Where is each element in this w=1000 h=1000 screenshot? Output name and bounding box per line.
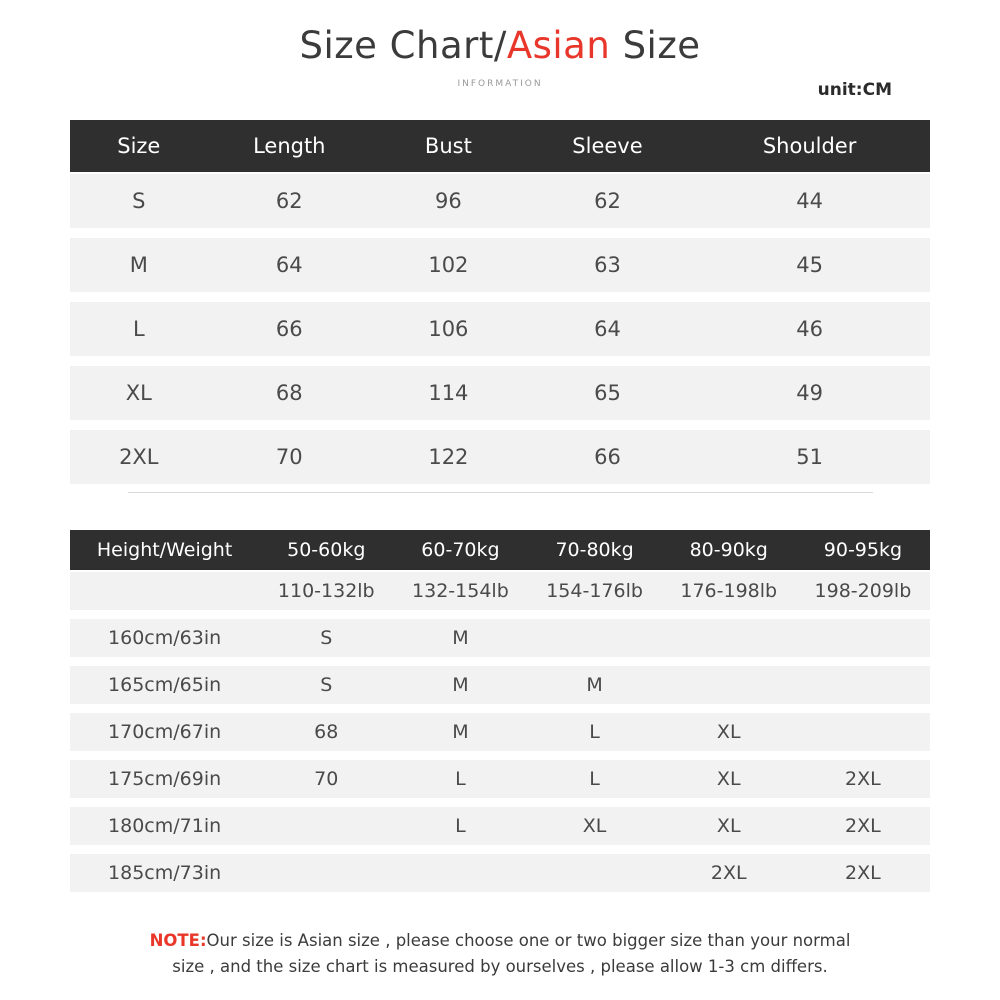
table-row: [70, 850, 930, 897]
column-header-bust: Bust: [371, 120, 526, 173]
title-accent: Asian: [506, 24, 611, 67]
column-header-50-60kg: 50-60kg: [259, 530, 393, 571]
column-header-90-95kg: 90-95kg: [796, 530, 930, 571]
table-row: [70, 425, 930, 489]
unit-label: unit:CM: [817, 80, 892, 100]
table-header-row: [70, 120, 930, 173]
cell-fit: M: [393, 709, 527, 756]
cell-length: 70: [208, 425, 371, 489]
cell-lb-50-60: 110-132lb: [259, 571, 393, 615]
cell-fit: [393, 850, 527, 897]
column-header-60-70kg: 60-70kg: [393, 530, 527, 571]
table-row: [70, 803, 930, 850]
note-line-2: size , and the size chart is measured by ourselves , please allow 1-3 cm differs.: [172, 956, 828, 976]
cell-bust: 106: [371, 297, 526, 361]
cell-bust: 114: [371, 361, 526, 425]
cell-length: 64: [208, 233, 371, 297]
column-header-shoulder: Shoulder: [689, 120, 930, 173]
cell-fit: S: [259, 662, 393, 709]
table-row: [70, 361, 930, 425]
cell-fit: 70: [259, 756, 393, 803]
cell-fit: M: [528, 662, 662, 709]
cell-shoulder: 45: [689, 233, 930, 297]
cell-shoulder: 46: [689, 297, 930, 361]
cell-lb-70-80: 154-176lb: [528, 571, 662, 615]
cell-fit: M: [393, 615, 527, 662]
column-header-size: Size: [70, 120, 208, 173]
column-header-length: Length: [208, 120, 371, 173]
cell-size: S: [70, 173, 208, 233]
column-header-70-80kg: 70-80kg: [528, 530, 662, 571]
column-header-80-90kg: 80-90kg: [662, 530, 796, 571]
column-header-height-weight: Height/Weight: [70, 530, 259, 571]
cell-shoulder: 49: [689, 361, 930, 425]
cell-fit: L: [393, 803, 527, 850]
cell-fit: [796, 709, 930, 756]
cell-fit: L: [393, 756, 527, 803]
cell-fit: [662, 615, 796, 662]
table-row: [70, 173, 930, 233]
cell-bust: 122: [371, 425, 526, 489]
title-text: [0, 26, 1000, 67]
cell-fit: S: [259, 615, 393, 662]
table-row: [70, 662, 930, 709]
cell-fit: 2XL: [662, 850, 796, 897]
cell-fit: XL: [662, 756, 796, 803]
cell-empty: [70, 571, 259, 615]
title-part2: Size: [610, 24, 701, 67]
cell-height: 185cm/73in: [70, 850, 259, 897]
cell-size: M: [70, 233, 208, 297]
cell-bust: 96: [371, 173, 526, 233]
table-row: [70, 756, 930, 803]
cell-length: 66: [208, 297, 371, 361]
cell-sleeve: 66: [526, 425, 689, 489]
column-header-sleeve: Sleeve: [526, 120, 689, 173]
cell-sleeve: 65: [526, 361, 689, 425]
cell-fit: 2XL: [796, 803, 930, 850]
table-row: [70, 709, 930, 756]
cell-height: 170cm/67in: [70, 709, 259, 756]
table-header-row: [70, 530, 930, 571]
note-line-1: Our size is Asian size , please choose one or two bigger size than your normal: [206, 931, 851, 950]
cell-fit: XL: [662, 709, 796, 756]
cell-lb-60-70: 132-154lb: [393, 571, 527, 615]
cell-fit: XL: [662, 803, 796, 850]
cell-bust: 102: [371, 233, 526, 297]
page-title: [0, 0, 1000, 89]
cell-fit: M: [393, 662, 527, 709]
table-row: [70, 233, 930, 297]
cell-length: 62: [208, 173, 371, 233]
cell-sleeve: 64: [526, 297, 689, 361]
cell-fit: [662, 662, 796, 709]
cell-fit: [259, 803, 393, 850]
table-row: [70, 615, 930, 662]
cell-size: XL: [70, 361, 208, 425]
cell-fit: [528, 615, 662, 662]
note-label: NOTE:: [149, 931, 207, 950]
cell-height: 180cm/71in: [70, 803, 259, 850]
title-subtitle: INFORMATION: [457, 78, 543, 89]
cell-fit: L: [528, 756, 662, 803]
cell-lb-90-95: 198-209lb: [796, 571, 930, 615]
cell-fit: XL: [528, 803, 662, 850]
cell-length: 68: [208, 361, 371, 425]
cell-height: 160cm/63in: [70, 615, 259, 662]
cell-fit: [528, 850, 662, 897]
cell-fit: [259, 850, 393, 897]
size-chart-table: [70, 120, 930, 494]
cell-fit: [796, 615, 930, 662]
table-row: [70, 297, 930, 361]
cell-lb-80-90: 176-198lb: [662, 571, 796, 615]
cell-shoulder: 51: [689, 425, 930, 489]
cell-fit: L: [528, 709, 662, 756]
table-row-pounds: [70, 571, 930, 615]
title-part1: Size Chart/: [299, 24, 507, 67]
cell-size: L: [70, 297, 208, 361]
cell-height: 175cm/69in: [70, 756, 259, 803]
cell-fit: 2XL: [796, 756, 930, 803]
cell-fit: 2XL: [796, 850, 930, 897]
cell-sleeve: 63: [526, 233, 689, 297]
height-weight-table: [70, 530, 930, 901]
cell-fit: 68: [259, 709, 393, 756]
note-text: [70, 928, 930, 979]
cell-size: 2XL: [70, 425, 208, 489]
cell-height: 165cm/65in: [70, 662, 259, 709]
section-divider: [128, 492, 873, 493]
cell-fit: [796, 662, 930, 709]
cell-shoulder: 44: [689, 173, 930, 233]
cell-sleeve: 62: [526, 173, 689, 233]
